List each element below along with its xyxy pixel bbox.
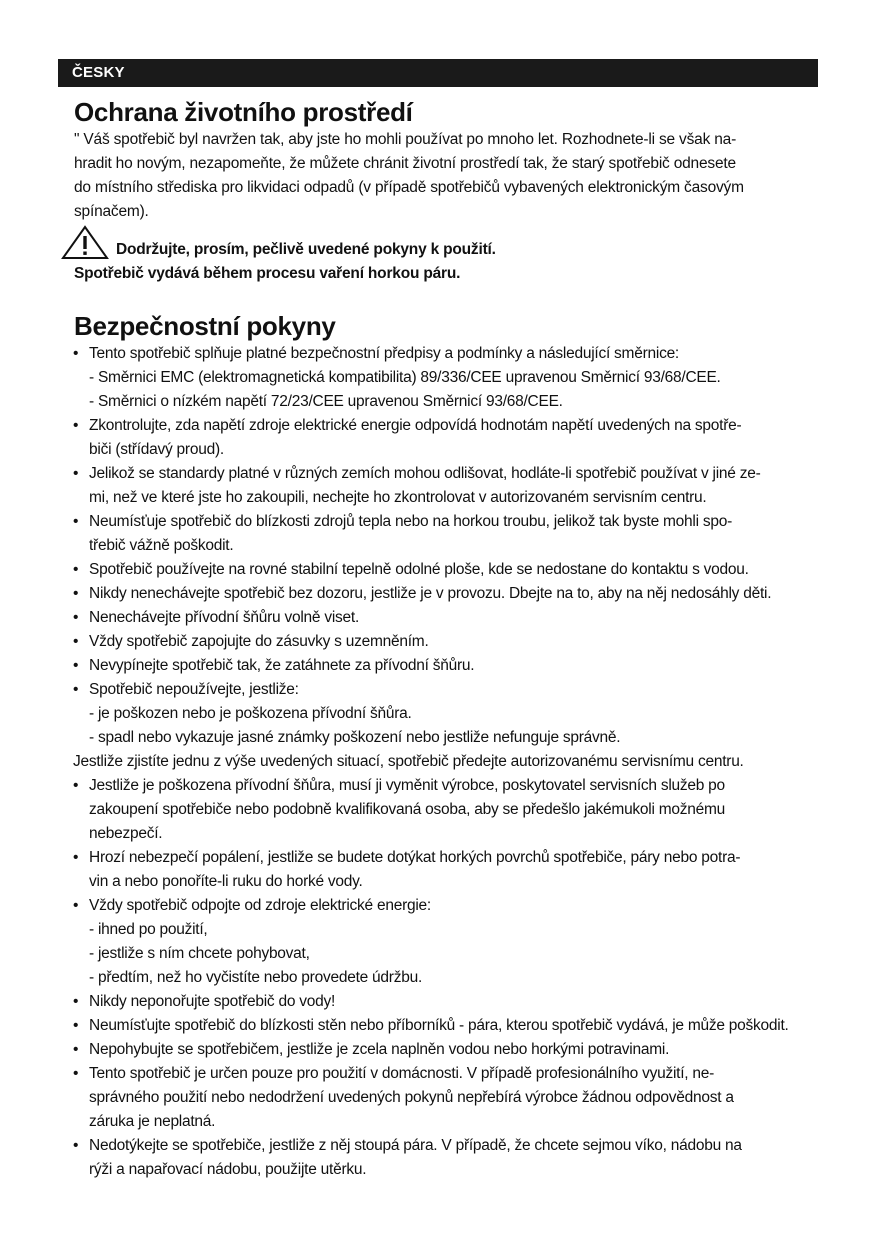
safety-list (74, 342, 848, 750)
item-line: Nikdy neponořujte spotřebič do vody! (89, 993, 336, 1010)
item-line: Nenechávejte přívodní šňůru volně viset. (89, 609, 360, 626)
bullet: • (73, 513, 79, 530)
bullet: • (73, 657, 79, 674)
item-line: Neumísťujte spotřebič do blízkosti stěn nebo příborníků - pára, kterou spotřebič vydává, je může poškodit. (89, 1017, 789, 1034)
item-sub-line: - je poškozen nebo je poškozena přívodní šňůra. (89, 705, 412, 722)
safety-item (74, 774, 848, 846)
environment-line: " Váš spotřebič byl navržen tak, aby jste ho mohli používat po mnoho let. Rozhodnete-li se však na- (74, 131, 737, 148)
environment-line: hradit ho novým, nezapomeňte, že můžete chránit životní prostředí tak, že starý spotřebič odnesete (74, 155, 736, 172)
safety-item (74, 894, 848, 990)
item-sub-line: - Směrnici o nízkém napětí 72/23/CEE upravenou Směrnicí 93/68/CEE. (89, 393, 563, 410)
safety-item (74, 510, 848, 558)
bullet: • (73, 1041, 79, 1058)
item-line: Spotřebič používejte na rovné stabilní tepelně odolné ploše, kde se nedostane do kontaktu s vodou. (89, 561, 749, 578)
bullet: • (73, 561, 79, 578)
item-line: Jestliže je poškozena přívodní šňůra, musí ji vyměnit výrobce, poskytovatel servisních služeb po (89, 777, 725, 794)
language-header-bar (58, 59, 818, 87)
warning-line-1-wrap (74, 238, 848, 262)
safety-item (74, 462, 848, 510)
item-line: nebezpečí. (89, 825, 163, 842)
item-line: Nevypínejte spotřebič tak, že zatáhnete za přívodní šňůru. (89, 657, 475, 674)
safety-item (74, 582, 848, 606)
bullet: • (73, 633, 79, 650)
item-line: záruka je neplatná. (89, 1113, 216, 1130)
bullet: • (73, 681, 79, 698)
bullet: • (73, 345, 79, 362)
bullet: • (73, 897, 79, 914)
bullet: • (73, 465, 79, 482)
note-line: Jestliže zjistíte jednu z výše uvedených situací, spotřebič předejte autorizovanému servisnímu centru. (73, 753, 744, 770)
safety-item (74, 990, 848, 1014)
item-sub-line: - spadl nebo vykazuje jasné známky poškození nebo jestliže nefunguje správně. (89, 729, 621, 746)
item-line: mi, než ve které jste ho zakoupili, nechejte ho zkontrolovat v autorizovaném servisním centru. (89, 489, 707, 506)
item-sub-line: - Směrnici EMC (elektromagnetická kompatibilita) 89/336/CEE upravenou Směrnicí 93/68/CEE. (89, 369, 721, 386)
safety-item (74, 630, 848, 654)
safety-item (74, 606, 848, 630)
item-line: Nedotýkejte se spotřebiče, jestliže z něj stoupá pára. V případě, že chcete sejmou víko, nádobu na (89, 1137, 742, 1154)
bullet: • (73, 1017, 79, 1034)
safety-item (74, 414, 848, 462)
item-line: biči (střídavý proud). (89, 441, 224, 458)
item-line: Spotřebič nepoužívejte, jestliže: (89, 681, 299, 698)
bullet: • (73, 417, 79, 434)
item-line: vin a nebo ponoříte-li ruku do horké vody. (89, 873, 363, 890)
safety-item (74, 846, 848, 894)
item-line: Tento spotřebič splňuje platné bezpečnostní předpisy a podmínky a následující směrnice: (89, 345, 679, 362)
item-line: správného použití nebo nedodržení uvedených pokynů nepřebírá výrobce žádnou odpovědnost a (89, 1089, 734, 1106)
item-sub-line: - předtím, než ho vyčistíte nebo provedete údržbu. (89, 969, 422, 986)
page-content (74, 96, 848, 1182)
item-line: třebič vážně poškodit. (89, 537, 234, 554)
item-sub-line: - ihned po použití, (89, 921, 208, 938)
warning-line-1: Dodržujte, prosím, pečlivě uvedené pokyny k použití. (116, 241, 496, 258)
item-sub-line: - jestliže s ním chcete pohybovat, (89, 945, 310, 962)
environment-heading: Ochrana životního prostředí (74, 97, 413, 127)
bullet: • (73, 1137, 79, 1154)
item-line: Vždy spotřebič odpojte od zdroje elektrické energie: (89, 897, 431, 914)
safety-item (74, 1014, 848, 1038)
item-line: Hrozí nebezpečí popálení, jestliže se budete dotýkat horkých povrchů spotřebiče, páry nebo potra- (89, 849, 741, 866)
safety-item (74, 342, 848, 414)
bullet: • (73, 585, 79, 602)
safety-item (74, 1038, 848, 1062)
environment-line: spínačem). (74, 203, 149, 220)
environment-line: do místního střediska pro likvidaci odpadů (v případě spotřebičů vybavených elektronickým časovým (74, 179, 744, 196)
warning-line-2: Spotřebič vydává během procesu vaření horkou páru. (74, 265, 461, 282)
bullet: • (73, 849, 79, 866)
bullet: • (73, 777, 79, 794)
bullet: • (73, 1065, 79, 1082)
safety-item (74, 654, 848, 678)
safety-item (74, 558, 848, 582)
safety-item (74, 1134, 848, 1182)
item-line: Tento spotřebič je určen pouze pro použití v domácnosti. V případě profesionálního využití, ne- (89, 1065, 715, 1082)
item-line: Nepohybujte se spotřebičem, jestliže je zcela naplněn vodou nebo horkými potravinami. (89, 1041, 670, 1058)
safety-item (74, 678, 848, 750)
item-line: Nikdy nenechávejte spotřebič bez dozoru, jestliže je v provozu. Dbejte na to, aby na něj nedosáhly děti. (89, 585, 772, 602)
safety-item (74, 1062, 848, 1134)
safety-heading: Bezpečnostní pokyny (74, 311, 336, 341)
item-line: Jelikož se standardy platné v různých zemích mohou odlišovat, hodláte-li spotřebič používat v jiné ze- (89, 465, 761, 482)
item-line: zakoupení spotřebiče nebo podobně kvalifikovaná osoba, aby se předešlo jakémukoli možnému (89, 801, 726, 818)
item-line: rýži a napařovací nádobu, použijte utěrku. (89, 1161, 367, 1178)
bullet: • (73, 609, 79, 626)
language-label: ČESKY (72, 64, 125, 81)
warning-triangle-icon (60, 225, 110, 261)
item-line: Neumísťuje spotřebič do blízkosti zdrojů tepla nebo na horkou troubu, jelikož tak byste mohli spo- (89, 513, 732, 530)
warning-block (74, 238, 848, 286)
item-line: Vždy spotřebič zapojujte do zásuvky s uzemněním. (89, 633, 429, 650)
item-line: Zkontrolujte, zda napětí zdroje elektrické energie odpovídá hodnotám napětí uvedených na spotře- (89, 417, 742, 434)
environment-paragraph (74, 128, 848, 224)
bullet: • (73, 993, 79, 1010)
safety-list-continued (74, 774, 848, 1182)
safety-note (73, 750, 848, 774)
